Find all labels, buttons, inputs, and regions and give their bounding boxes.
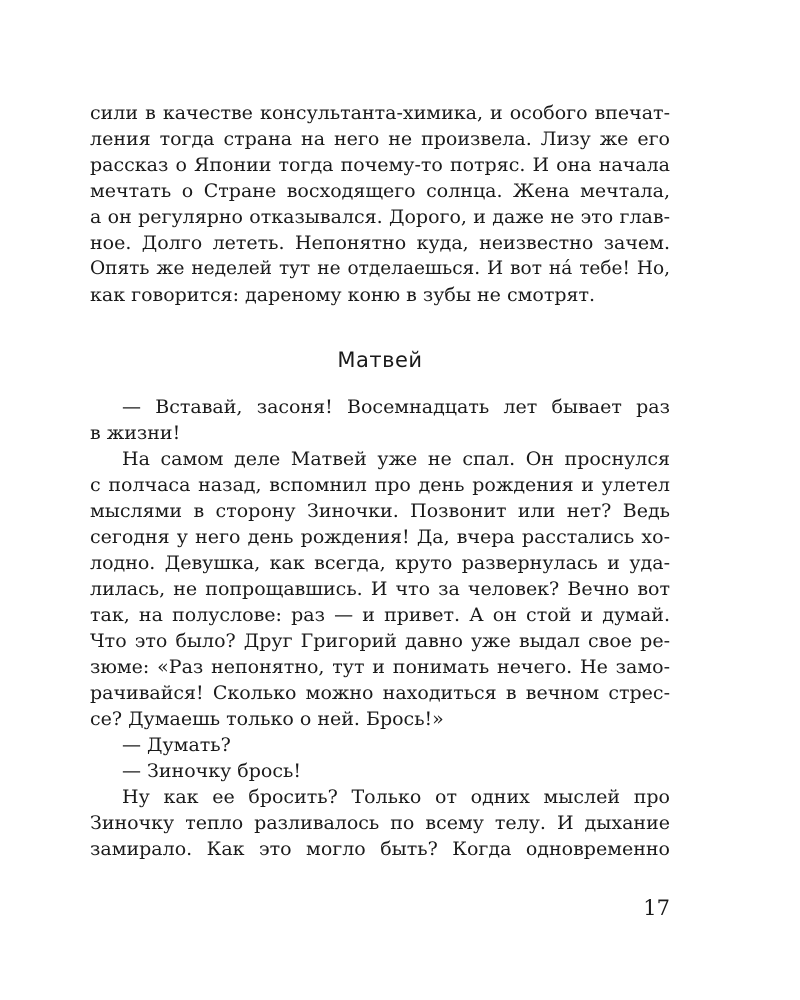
text-line: зюме: «Раз непонятно, тут и понимать нечего. Не замо-	[90, 656, 670, 678]
text-line: Что это было? Друг Григорий давно уже выдал свое ре-	[90, 630, 670, 652]
text-line: так, на полуслове: раз — и привет. А он стой и думай.	[90, 604, 670, 626]
text-line: ления тогда страна на него не произвела. Лизу же его	[90, 128, 670, 150]
text-line: Ну как ее бросить? Только от одних мыслей про	[122, 786, 670, 808]
text-line: ное. Долго лететь. Непонятно куда, неизвестно зачем.	[90, 232, 670, 254]
text-line: лилась, не попрощавшись. И что за человек? Вечно вот	[90, 578, 670, 600]
text-line: лодно. Девушка, как всегда, круто развернулась и уда-	[90, 552, 670, 574]
text-line: мечтать о Стране восходящего солнца. Жена мечтала,	[90, 180, 670, 202]
text-line: сили в качестве консультанта-химика, и особого впечат-	[90, 102, 670, 124]
text-line: рачивайся! Сколько можно находиться в вечном стрес-	[90, 682, 670, 704]
chapter-title: Матвей	[337, 348, 423, 372]
text-line: — Зиночку брось!	[122, 760, 301, 782]
text-line: На самом деле Матвей уже не спал. Он проснулся	[122, 448, 670, 470]
text-line: сегодня у него день рождения! Да, вчера расстались хо-	[90, 526, 670, 548]
text-line: — Думать?	[122, 734, 231, 756]
text-line: как говорится: дареному коню в зубы не смотрят.	[90, 284, 596, 306]
text-line: — Вставай, засоня! Восемнадцать лет бывает раз	[122, 396, 670, 418]
text-line: се? Думаешь только о ней. Брось!»	[90, 708, 444, 730]
text-line: а он регулярно отказывался. Дорого, и даже не это глав-	[90, 206, 670, 228]
book-page	[90, 100, 670, 980]
text-line: Зиночку тепло разливалось по всему телу. И дыхание	[90, 812, 670, 834]
page-number: 17	[643, 896, 670, 920]
text-line: Опять же неделей тут не отделаешься. И вот нá тебе! Но,	[90, 258, 670, 279]
text-line: рассказ о Японии тогда почему-то потряс. И она начала	[90, 154, 670, 176]
text-line: замирало. Как это могло быть? Когда одновременно	[90, 838, 670, 860]
text-line: мыслями в сторону Зиночки. Позвонит или нет? Ведь	[90, 500, 670, 522]
text-line: в жизни!	[90, 422, 181, 444]
text-line: с полчаса назад, вспомнил про день рождения и улетел	[90, 474, 670, 496]
